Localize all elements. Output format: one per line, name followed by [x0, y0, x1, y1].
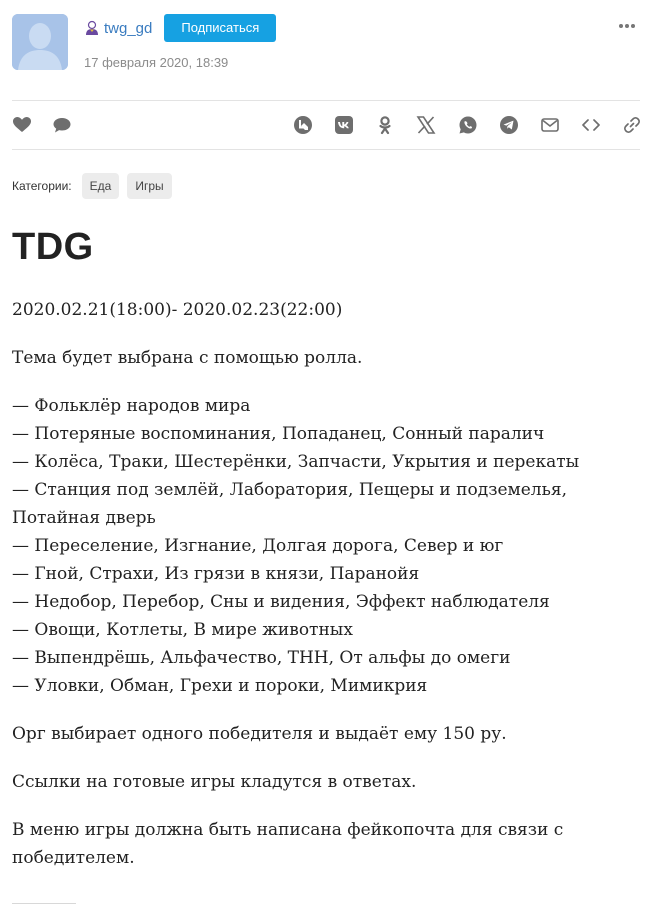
post-title: TDG [12, 226, 94, 268]
post-dates: 2020.02.21(18:00)- 2020.02.23(22:00) [12, 300, 343, 320]
user-icon [84, 20, 100, 36]
telegram-icon[interactable] [499, 115, 519, 135]
list-item: — Уловки, Обман, Грехи и пороки, Мимикрия [12, 676, 428, 696]
category-tag-games[interactable]: Игры [127, 173, 171, 199]
more-options-icon[interactable] [618, 16, 636, 36]
post-date: 17 февраля 2020, 18:39 [84, 55, 229, 70]
action-bar [12, 101, 640, 149]
post-intro: Тема будет выбрана с помощью ролла. [12, 348, 363, 368]
list-item: — Овощи, Котлеты, В мире животных [12, 620, 353, 640]
embed-icon[interactable] [581, 115, 601, 135]
list-item: — Выпендрёшь, Альфачество, ТНН, От альфы до омеги [12, 648, 511, 668]
post-body [12, 296, 640, 892]
subscribe-button[interactable]: Подписаться [164, 14, 276, 42]
divider [12, 149, 640, 150]
post-container [12, 0, 640, 868]
post-header [12, 0, 640, 100]
livejournal-icon[interactable] [293, 115, 313, 135]
list-item: — Гной, Страхи, Из грязи в князи, Паранойя [12, 564, 420, 584]
odnoklassniki-icon[interactable] [375, 115, 395, 135]
list-item: — Переселение, Изгнание, Долгая дорога, Север и юг [12, 536, 504, 556]
list-item: — Фольклёр народов мира [12, 396, 251, 416]
heart-icon[interactable] [12, 115, 32, 135]
theme-list [12, 392, 640, 700]
link-icon[interactable] [622, 115, 642, 135]
default-avatar-icon [12, 14, 68, 70]
list-item: — Колёса, Траки, Шестерёнки, Запчасти, Укрытия и перекаты [12, 452, 580, 472]
author-row [84, 14, 276, 42]
categories [12, 173, 180, 199]
list-item: — Недобор, Перебор, Сны и видения, Эффект наблюдателя [12, 592, 550, 612]
x-icon[interactable] [416, 115, 436, 135]
mail-icon[interactable] [540, 115, 560, 135]
comment-icon[interactable] [52, 115, 72, 135]
whatsapp-icon[interactable] [458, 115, 478, 135]
category-tag-food[interactable]: Еда [82, 173, 120, 199]
vk-icon[interactable] [334, 115, 354, 135]
author-username-link[interactable]: twg_gd [104, 19, 153, 37]
categories-label: Категории: [12, 179, 72, 193]
list-item: — Потеряные воспоминания, Попаданец, Сонный паралич [12, 424, 545, 444]
post-prize: Орг выбирает одного победителя и выдаёт ему 150 ру. [12, 724, 507, 744]
divider [12, 903, 76, 904]
post-links: Ссылки на готовые игры кладутся в ответах. [12, 772, 417, 792]
post-contact: В меню игры должна быть написана фейкопочта для связи с победителем. [12, 820, 564, 868]
list-item: — Станция под землёй, Лаборатория, Пещеры и подземелья, Потайная дверь [12, 480, 567, 528]
avatar[interactable] [12, 14, 68, 70]
